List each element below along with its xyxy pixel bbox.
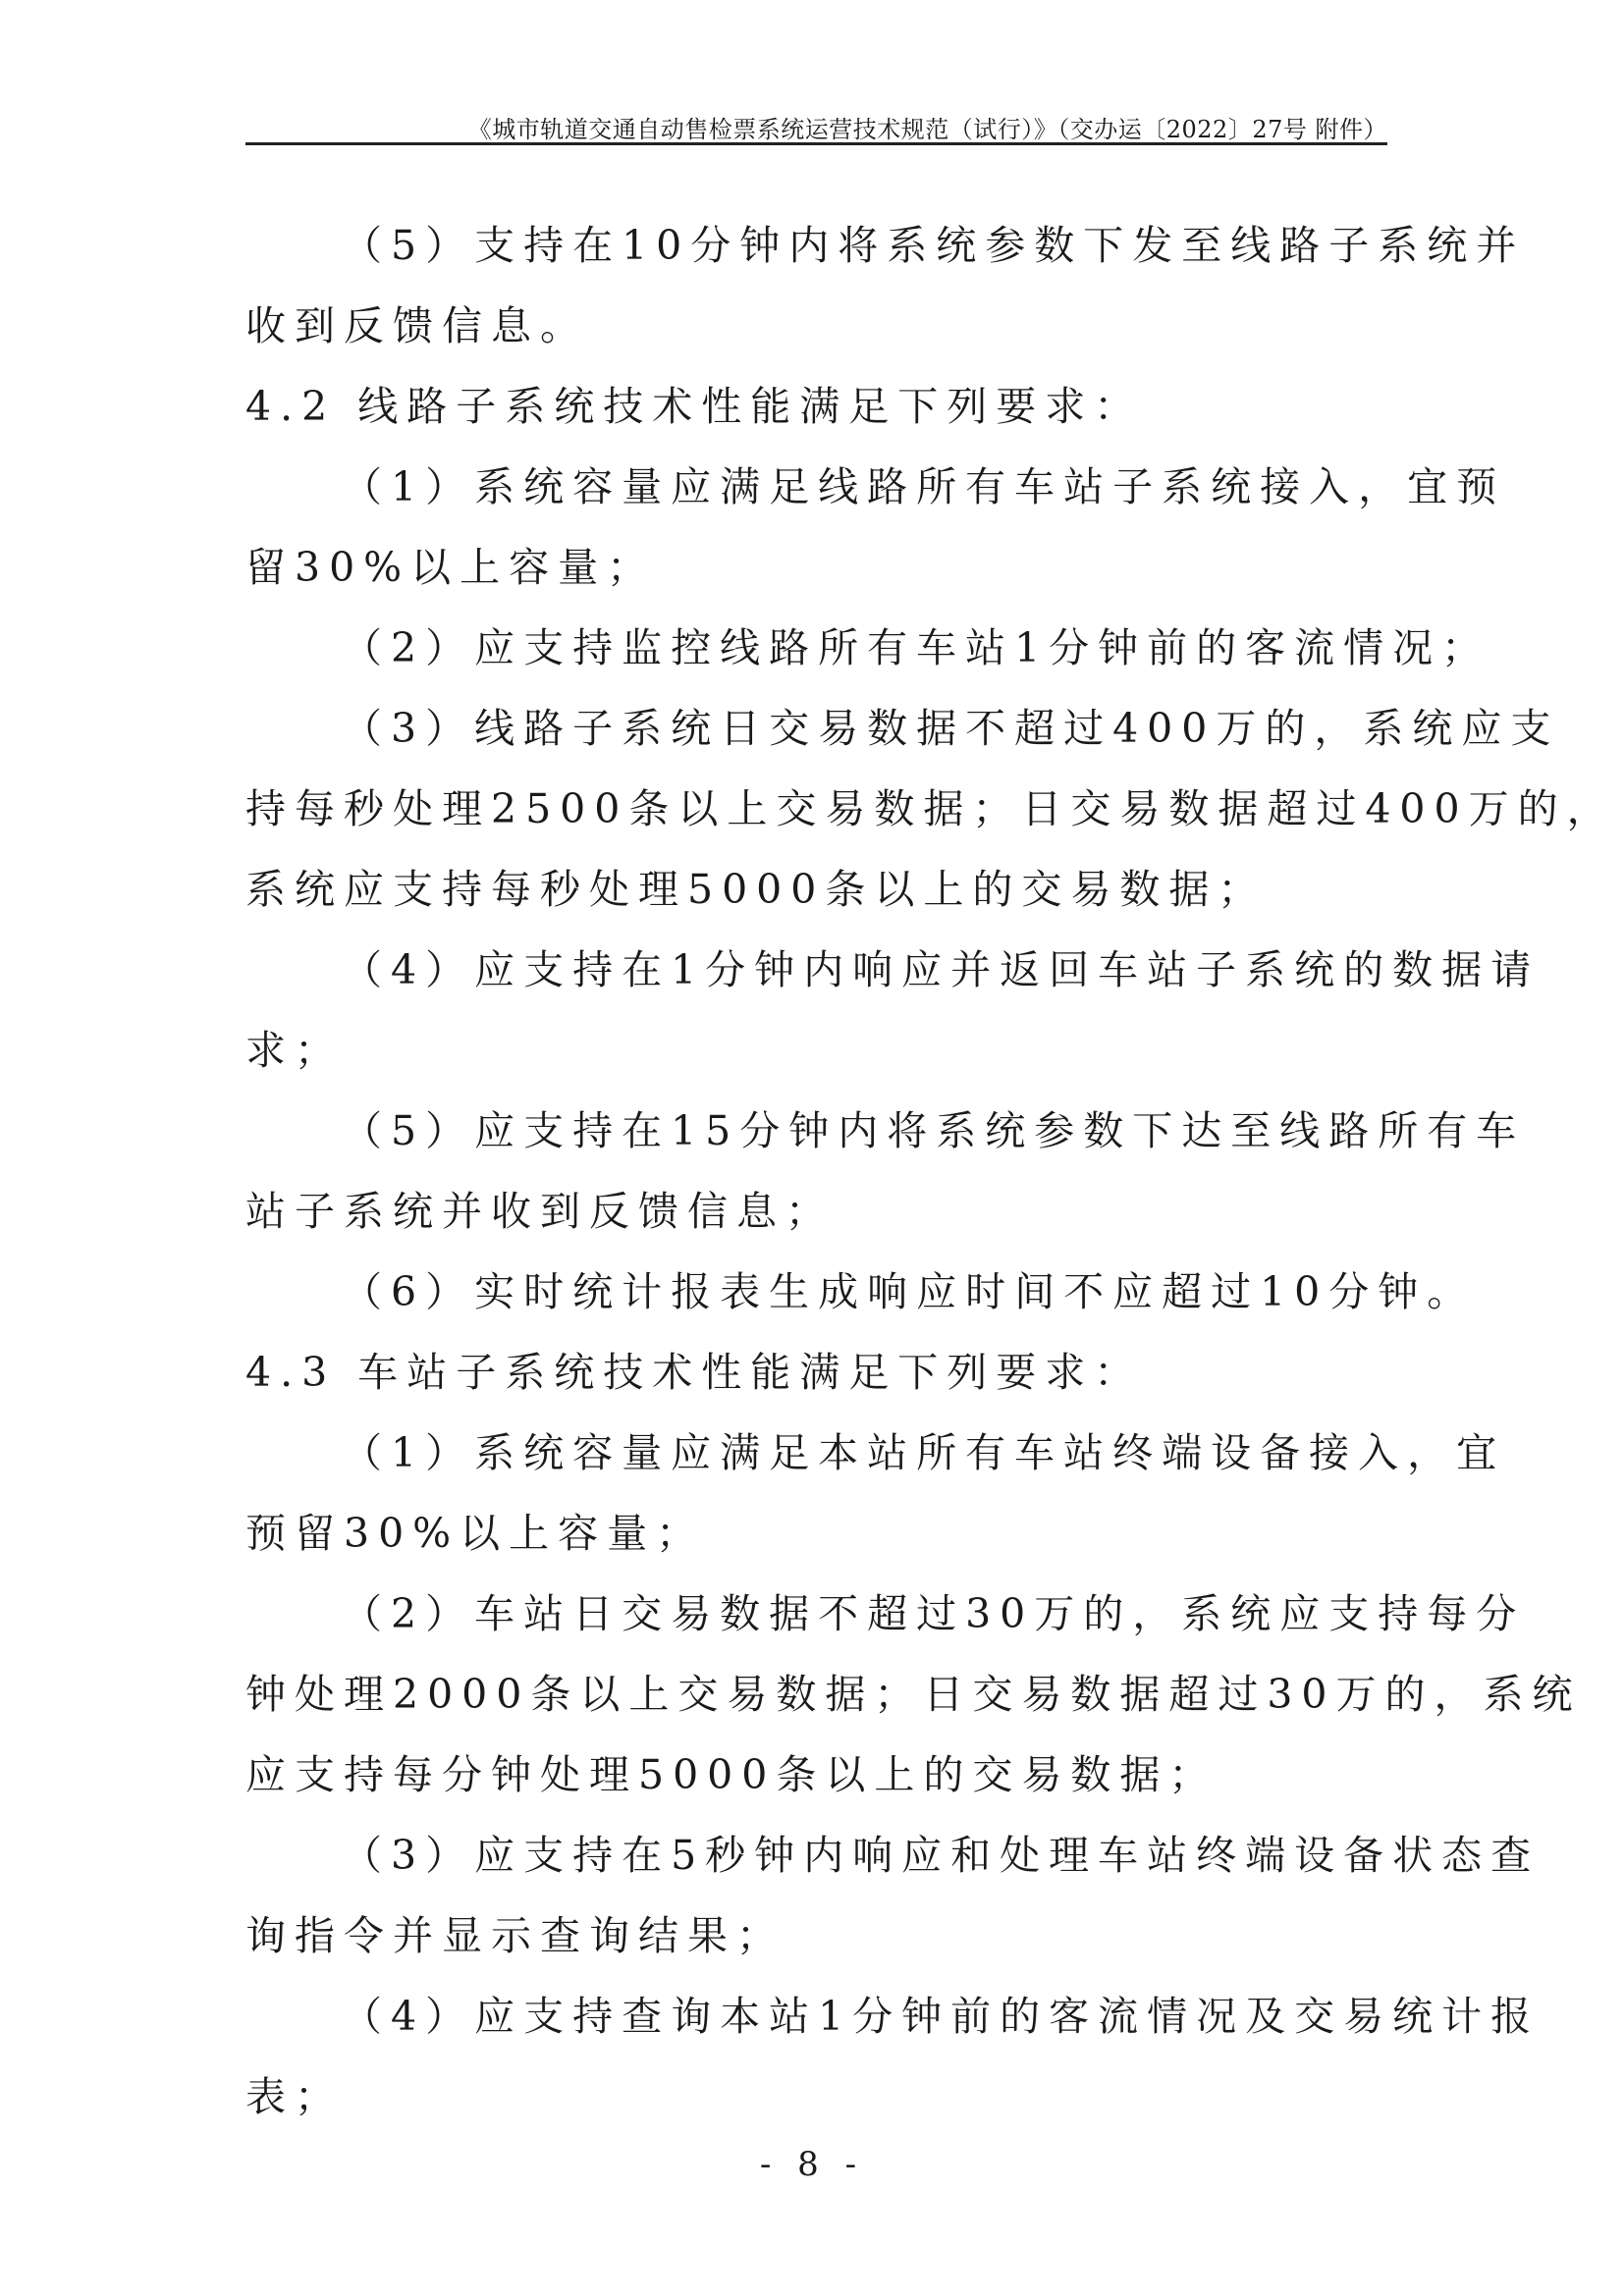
- page-number: - 8 -: [759, 2145, 865, 2184]
- paragraph-line: （4）应支持在1分钟内响应并返回车站子系统的数据请: [342, 946, 1541, 993]
- paragraph-line: 站子系统并收到反馈信息；: [245, 1188, 835, 1235]
- paragraph-line: （2）车站日交易数据不超过30万的，系统应支持每分: [342, 1590, 1526, 1637]
- paragraph-line: 收到反馈信息。: [245, 302, 589, 349]
- running-header: 《城市轨道交通自动售检票系统运营技术规范（试行）》（交办运〔2022〕27号 附件）: [467, 116, 1387, 143]
- header-divider: [245, 142, 1387, 145]
- document-body: [245, 214, 1616, 2146]
- paragraph-line: 求；: [245, 1027, 344, 1074]
- section-heading-4-2: 4.2 线路子系统技术性能满足下列要求：: [245, 383, 1144, 430]
- paragraph-line: 表；: [245, 2073, 344, 2120]
- paragraph-line: （3）线路子系统日交易数据不超过400万的，系统应支: [342, 705, 1560, 752]
- paragraph-line: （2）应支持监控线路所有车站1分钟前的客流情况；: [342, 624, 1491, 671]
- paragraph-line: （5）支持在10分钟内将系统参数下发至线路子系统并: [342, 222, 1526, 269]
- paragraph-line: 询指令并显示查询结果；: [245, 1912, 785, 1959]
- paragraph-line: 应支持每分钟处理5000条以上的交易数据；: [245, 1751, 1218, 1798]
- paragraph-line: （1）系统容量应满足本站所有车站终端设备接入，宜: [342, 1429, 1506, 1476]
- paragraph-line: 预留30%以上容量；: [245, 1510, 706, 1557]
- paragraph-line: （3）应支持在5秒钟内响应和处理车站终端设备状态查: [342, 1832, 1541, 1879]
- paragraph-line: 持每秒处理2500条以上交易数据；日交易数据超过400万的，: [245, 785, 1616, 832]
- paragraph-line: 系统应支持每秒处理5000条以上的交易数据；: [245, 866, 1268, 913]
- paragraph-line: 留30%以上容量；: [245, 544, 657, 591]
- paragraph-line: （6）实时统计报表生成响应时间不应超过10分钟。: [342, 1268, 1477, 1315]
- paragraph-line: 钟处理2000条以上交易数据；日交易数据超过30万的，系统: [245, 1671, 1582, 1718]
- paragraph-line: （1）系统容量应满足线路所有车站子系统接入，宜预: [342, 463, 1506, 510]
- paragraph-line: （5）应支持在15分钟内将系统参数下达至线路所有车: [342, 1107, 1526, 1154]
- paragraph-line: （4）应支持查询本站1分钟前的客流情况及交易统计报: [342, 1993, 1541, 2040]
- section-heading-4-3: 4.3 车站子系统技术性能满足下列要求：: [245, 1349, 1144, 1396]
